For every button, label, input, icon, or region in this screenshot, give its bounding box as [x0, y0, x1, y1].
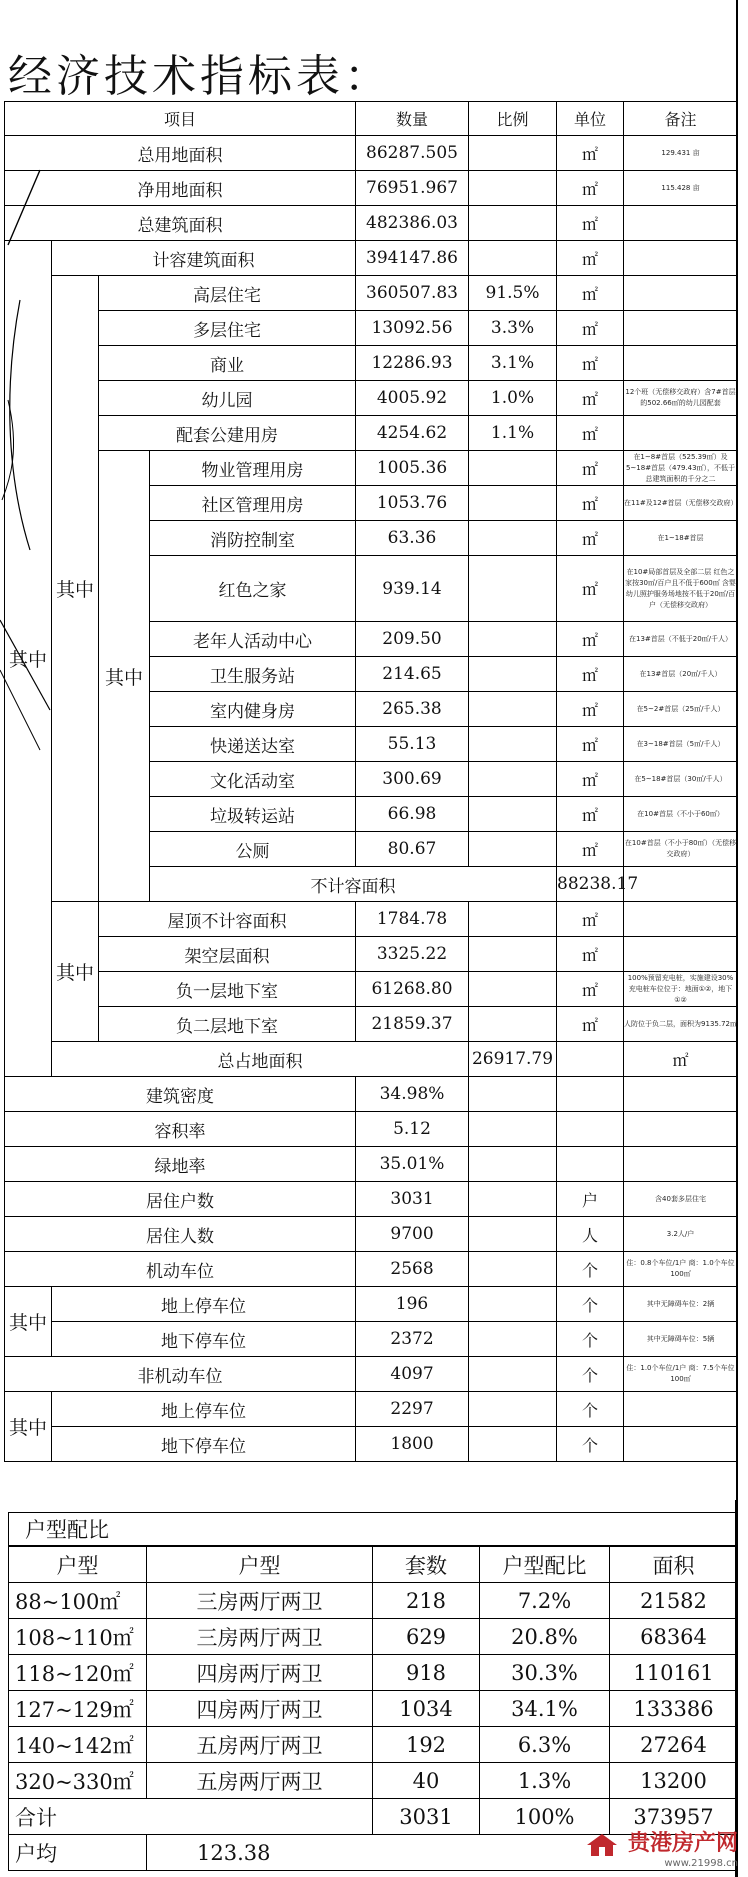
ratio: 3.3% [469, 311, 557, 346]
label: 计容建筑面积 [52, 241, 356, 276]
unit-area: 320~330㎡ [9, 1763, 147, 1799]
ratio [469, 1392, 557, 1427]
row-underground-bike [5, 1427, 738, 1462]
ratio [469, 171, 557, 206]
group-label-outer: 其中 [5, 241, 52, 1077]
unit-average-label: 户均 [9, 1835, 147, 1871]
unit-total-label: 合计 [9, 1799, 373, 1835]
unit-row [9, 1655, 738, 1691]
row-total-build [5, 206, 738, 241]
qty: 21859.37 [356, 1007, 469, 1042]
unit: ㎡ [557, 622, 624, 657]
unit [557, 1077, 624, 1112]
unit: ㎡ [557, 902, 624, 937]
ratio [469, 832, 557, 867]
qty: 300.69 [356, 762, 469, 797]
row-far-area [5, 241, 738, 276]
row-total-land [5, 136, 738, 171]
unit-row [9, 1583, 738, 1619]
unit: ㎡ [557, 832, 624, 867]
unit-ratio: 7.2% [480, 1583, 610, 1619]
ratio [469, 937, 557, 972]
unit-area: 108~110㎡ [9, 1619, 147, 1655]
note: 在10#首层（不小于80㎡）（无偿移交政府） [624, 832, 738, 867]
note: 3.2人/户 [624, 1217, 738, 1252]
qty: 63.36 [356, 521, 469, 556]
row-stilt-floor [5, 937, 738, 972]
unit-total: 68364 [610, 1619, 738, 1655]
label: 老年人活动中心 [150, 622, 356, 657]
label: 高层住宅 [99, 276, 356, 311]
unit-type: 四房两厅两卫 [147, 1655, 373, 1691]
group-label-nonmotor: 其中 [5, 1392, 52, 1462]
unit-total-count: 3031 [373, 1799, 480, 1835]
ratio [469, 556, 557, 622]
note: 住：1.0个车位/1户 商：7.5个车位 100㎡ [624, 1357, 738, 1392]
row-density [5, 1077, 738, 1112]
label: 屋顶不计容面积 [99, 902, 356, 937]
ratio [469, 486, 557, 521]
ratio [469, 1357, 557, 1392]
ratio [557, 1042, 624, 1077]
label: 不计容面积 [150, 867, 557, 902]
site-watermark [585, 1826, 738, 1870]
label: 居住人数 [5, 1217, 356, 1252]
qty: 12286.93 [356, 346, 469, 381]
unit: ㎡ [557, 692, 624, 727]
row-green [5, 1147, 738, 1182]
unit-total: 21582 [610, 1583, 738, 1619]
ratio [469, 1217, 557, 1252]
row-nonmotor-parking [5, 1357, 738, 1392]
unit: ㎡ [557, 657, 624, 692]
label: 总建筑面积 [5, 206, 356, 241]
unit-area: 118~120㎡ [9, 1655, 147, 1691]
ratio [624, 867, 738, 902]
qty: 1005.36 [356, 451, 469, 486]
note: 在1~18#首层 [624, 521, 738, 556]
label: 配套公建用房 [99, 416, 356, 451]
note [624, 1077, 738, 1112]
qty: 3325.22 [356, 937, 469, 972]
qty: 9700 [356, 1217, 469, 1252]
note [624, 241, 738, 276]
unit-header-total: 面积 [610, 1547, 738, 1583]
unit: ㎡ [557, 797, 624, 832]
unit: 个 [557, 1357, 624, 1392]
label: 商业 [99, 346, 356, 381]
group-label-public: 其中 [99, 451, 150, 902]
note: 含40套多层住宅 [624, 1182, 738, 1217]
qty: 1784.78 [356, 902, 469, 937]
unit [557, 1112, 624, 1147]
unit-type: 五房两厅两卫 [147, 1727, 373, 1763]
ratio [469, 1252, 557, 1287]
note: 115.428 亩 [624, 171, 738, 206]
note: 在10#首层（不小于60㎡） [624, 797, 738, 832]
label: 公厕 [150, 832, 356, 867]
label: 地下停车位 [52, 1322, 356, 1357]
unit-count: 629 [373, 1619, 480, 1655]
unit-total: 27264 [610, 1727, 738, 1763]
unit: 个 [557, 1252, 624, 1287]
ratio [469, 692, 557, 727]
unit: 人 [557, 1217, 624, 1252]
header-qty: 数量 [356, 102, 469, 136]
unit: 个 [557, 1287, 624, 1322]
ratio: 1.0% [469, 381, 557, 416]
note [624, 1147, 738, 1182]
ratio [469, 797, 557, 832]
label: 总用地面积 [5, 136, 356, 171]
unit-area: 88~100㎡ [9, 1583, 147, 1619]
unit-total: 13200 [610, 1763, 738, 1799]
unit-total-ratio: 100% [480, 1799, 610, 1835]
note [624, 1112, 738, 1147]
row-property-mgmt [5, 451, 738, 486]
unit: ㎡ [557, 346, 624, 381]
ratio [469, 1182, 557, 1217]
ratio [469, 902, 557, 937]
unit-ratio: 34.1% [480, 1691, 610, 1727]
unit: ㎡ [557, 171, 624, 206]
qty: 2297 [356, 1392, 469, 1427]
unit: ㎡ [557, 521, 624, 556]
qty: 4097 [356, 1357, 469, 1392]
note: 在10#局部首层及全部二层 红色之家按30㎡/百户且不低于600㎡ 含婴幼儿照护服务场地按不低于20㎡/百户（无偿移交政府） [624, 556, 738, 622]
qty: 1053.76 [356, 486, 469, 521]
row-underground-parking [5, 1322, 738, 1357]
label: 架空层面积 [99, 937, 356, 972]
unit: ㎡ [557, 381, 624, 416]
qty: 1800 [356, 1427, 469, 1462]
unit-count: 192 [373, 1727, 480, 1763]
unit-header-count: 套数 [373, 1547, 480, 1583]
ratio [469, 206, 557, 241]
ratio [469, 1112, 557, 1147]
row-kindergarten [5, 381, 738, 416]
unit-total: 110161 [610, 1655, 738, 1691]
unit: ㎡ [557, 762, 624, 797]
header-item: 项目 [5, 102, 356, 136]
ratio [469, 136, 557, 171]
qty: 394147.86 [356, 241, 469, 276]
ratio [469, 1322, 557, 1357]
ratio [469, 1007, 557, 1042]
label: 绿地率 [5, 1147, 356, 1182]
ratio [469, 1427, 557, 1462]
qty: 5.12 [356, 1112, 469, 1147]
note: 在5~18#首层（30㎡/千人） [624, 762, 738, 797]
label: 容积率 [5, 1112, 356, 1147]
note [624, 1427, 738, 1462]
unit-area: 140~142㎡ [9, 1727, 147, 1763]
qty: 26917.79 [469, 1042, 557, 1077]
unit-total: 133386 [610, 1691, 738, 1727]
qty: 3031 [356, 1182, 469, 1217]
label: 负一层地下室 [99, 972, 356, 1007]
unit-type: 三房两厅两卫 [147, 1583, 373, 1619]
note [624, 276, 738, 311]
note: 12个班（无偿移交政府）含7#首层的502.66㎡的幼儿园配套 [624, 381, 738, 416]
qty: 209.50 [356, 622, 469, 657]
label: 垃圾转运站 [150, 797, 356, 832]
unit: 户 [557, 1182, 624, 1217]
unit-header-row [9, 1547, 738, 1583]
watermark-logo-text: 贵港房产网 [627, 1830, 738, 1856]
qty: 66.98 [356, 797, 469, 832]
label: 消防控制室 [150, 521, 356, 556]
row-b1 [5, 972, 738, 1007]
row-public-support [5, 416, 738, 451]
ratio [469, 241, 557, 276]
unit: ㎡ [557, 136, 624, 171]
row-multistory [5, 311, 738, 346]
ratio [469, 521, 557, 556]
unit-row [9, 1763, 738, 1799]
unit: 个 [557, 1392, 624, 1427]
note: 其中无障碍车位：5辆 [624, 1322, 738, 1357]
unit-header-area: 户型 [9, 1547, 147, 1583]
unit-count: 40 [373, 1763, 480, 1799]
unit-header-ratio: 户型配比 [480, 1547, 610, 1583]
note [624, 902, 738, 937]
unit: ㎡ [557, 311, 624, 346]
qty: 939.14 [356, 556, 469, 622]
header-ratio: 比例 [469, 102, 557, 136]
qty: 4254.62 [356, 416, 469, 451]
label: 非机动车位 [5, 1357, 356, 1392]
qty: 35.01% [356, 1147, 469, 1182]
label: 室内健身房 [150, 692, 356, 727]
label: 物业管理用房 [150, 451, 356, 486]
unit: ㎡ [557, 727, 624, 762]
note: 在3~18#首层（5㎡/千人） [624, 727, 738, 762]
row-highrise [5, 276, 738, 311]
qty: 80.67 [356, 832, 469, 867]
qty: 2568 [356, 1252, 469, 1287]
qty: 4005.92 [356, 381, 469, 416]
label: 社区管理用房 [150, 486, 356, 521]
row-ground-parking [5, 1287, 738, 1322]
ratio: 91.5% [469, 276, 557, 311]
qty: 13092.56 [356, 311, 469, 346]
note: 在13#首层（20㎡/千人） [624, 657, 738, 692]
note [624, 1392, 738, 1427]
unit: 个 [557, 1427, 624, 1462]
unit-area: 127~129㎡ [9, 1691, 147, 1727]
note: 住：0.8个车位/1户 商：1.0个车位 100㎡ [624, 1252, 738, 1287]
note: 在5~2#首层（25㎡/千人） [624, 692, 738, 727]
note: 在13#首层（不低于20㎡/千人） [624, 622, 738, 657]
unit: ㎡ [557, 451, 624, 486]
row-residents [5, 1217, 738, 1252]
qty: 86287.505 [356, 136, 469, 171]
note [624, 206, 738, 241]
group-label-far: 其中 [52, 276, 99, 902]
unit-count: 218 [373, 1583, 480, 1619]
unit-ratio: 1.3% [480, 1763, 610, 1799]
unit-mix-title: 户型配比 [8, 1512, 737, 1546]
qty: 34.98% [356, 1077, 469, 1112]
label: 红色之家 [150, 556, 356, 622]
note: 在11#及12#首层（无偿移交政府） [624, 486, 738, 521]
unit-type: 四房两厅两卫 [147, 1691, 373, 1727]
note: 在1~8#首层（525.39㎡）及5~18#首层（479.43㎡），不低于总建筑面积的千分之二 [624, 451, 738, 486]
table-header-row [5, 102, 738, 136]
unit: ㎡ [557, 937, 624, 972]
qty: 88238.17 [557, 867, 624, 902]
row-far [5, 1112, 738, 1147]
qty: 214.65 [356, 657, 469, 692]
note: 129.431 亩 [624, 136, 738, 171]
unit-average-value: 123.38 [147, 1835, 738, 1871]
qty: 61268.80 [356, 972, 469, 1007]
group-label-nonfar: 其中 [52, 902, 99, 1042]
label: 地下停车位 [52, 1427, 356, 1462]
label: 文化活动室 [150, 762, 356, 797]
label: 地上停车位 [52, 1392, 356, 1427]
ratio [469, 972, 557, 1007]
unit: ㎡ [557, 276, 624, 311]
label: 机动车位 [5, 1252, 356, 1287]
qty: 55.13 [356, 727, 469, 762]
unit-type: 五房两厅两卫 [147, 1763, 373, 1799]
ratio [469, 762, 557, 797]
group-label-motor: 其中 [5, 1287, 52, 1357]
unit [557, 1147, 624, 1182]
qty: 265.38 [356, 692, 469, 727]
row-households [5, 1182, 738, 1217]
label: 净用地面积 [5, 171, 356, 206]
page-title: 经济技术指标表： [8, 51, 392, 102]
header-note: 备注 [624, 102, 738, 136]
unit: ㎡ [557, 556, 624, 622]
label: 幼儿园 [99, 381, 356, 416]
ratio [469, 622, 557, 657]
ratio [469, 727, 557, 762]
unit: ㎡ [557, 1007, 624, 1042]
label: 地上停车位 [52, 1287, 356, 1322]
qty: 196 [356, 1287, 469, 1322]
ratio [469, 1147, 557, 1182]
note [624, 346, 738, 381]
qty: 360507.83 [356, 276, 469, 311]
unit-ratio: 6.3% [480, 1727, 610, 1763]
note [624, 937, 738, 972]
unit-total-area: 373957 [610, 1799, 738, 1835]
watermark-url: www.21998.cn [664, 1858, 738, 1869]
unit: ㎡ [624, 1042, 738, 1077]
label: 负二层地下室 [99, 1007, 356, 1042]
label: 总占地面积 [52, 1042, 469, 1077]
unit-row [9, 1619, 738, 1655]
header-unit: 单位 [557, 102, 624, 136]
unit-count: 1034 [373, 1691, 480, 1727]
unit-row [9, 1691, 738, 1727]
note [624, 311, 738, 346]
ratio: 3.1% [469, 346, 557, 381]
unit-row [9, 1727, 738, 1763]
unit: ㎡ [557, 486, 624, 521]
qty: 482386.03 [356, 206, 469, 241]
unit-header-type: 户型 [147, 1547, 373, 1583]
label: 卫生服务站 [150, 657, 356, 692]
note: 人防位于负二层，面积为9135.72㎡ [624, 1007, 738, 1042]
ratio [469, 1077, 557, 1112]
unit-type: 三房两厅两卫 [147, 1619, 373, 1655]
house-logo-icon [585, 1832, 619, 1858]
label: 多层住宅 [99, 311, 356, 346]
row-motor-parking [5, 1252, 738, 1287]
unit: ㎡ [557, 972, 624, 1007]
label: 建筑密度 [5, 1077, 356, 1112]
qty: 76951.967 [356, 171, 469, 206]
metrics-table [4, 101, 738, 1462]
unit-count: 918 [373, 1655, 480, 1691]
label: 快递送达室 [150, 727, 356, 762]
row-footprint [5, 1042, 738, 1077]
unit-mix-table [8, 1546, 738, 1871]
unit: ㎡ [557, 241, 624, 276]
ratio [469, 1287, 557, 1322]
unit: ㎡ [557, 206, 624, 241]
row-ground-bike [5, 1392, 738, 1427]
unit-ratio: 20.8% [480, 1619, 610, 1655]
unit-ratio: 30.3% [480, 1655, 610, 1691]
label: 居住户数 [5, 1182, 356, 1217]
row-b2 [5, 1007, 738, 1042]
qty: 2372 [356, 1322, 469, 1357]
unit: 个 [557, 1322, 624, 1357]
row-net-land [5, 171, 738, 206]
note [624, 416, 738, 451]
note: 其中无障碍车位：2辆 [624, 1287, 738, 1322]
row-commercial [5, 346, 738, 381]
ratio: 1.1% [469, 416, 557, 451]
row-roof-non-far [5, 902, 738, 937]
note: 100%预留充电桩，实施建设30% 充电桩车位位于：地面①②，地下①② [624, 972, 738, 1007]
ratio [469, 451, 557, 486]
unit: ㎡ [557, 416, 624, 451]
ratio [469, 657, 557, 692]
